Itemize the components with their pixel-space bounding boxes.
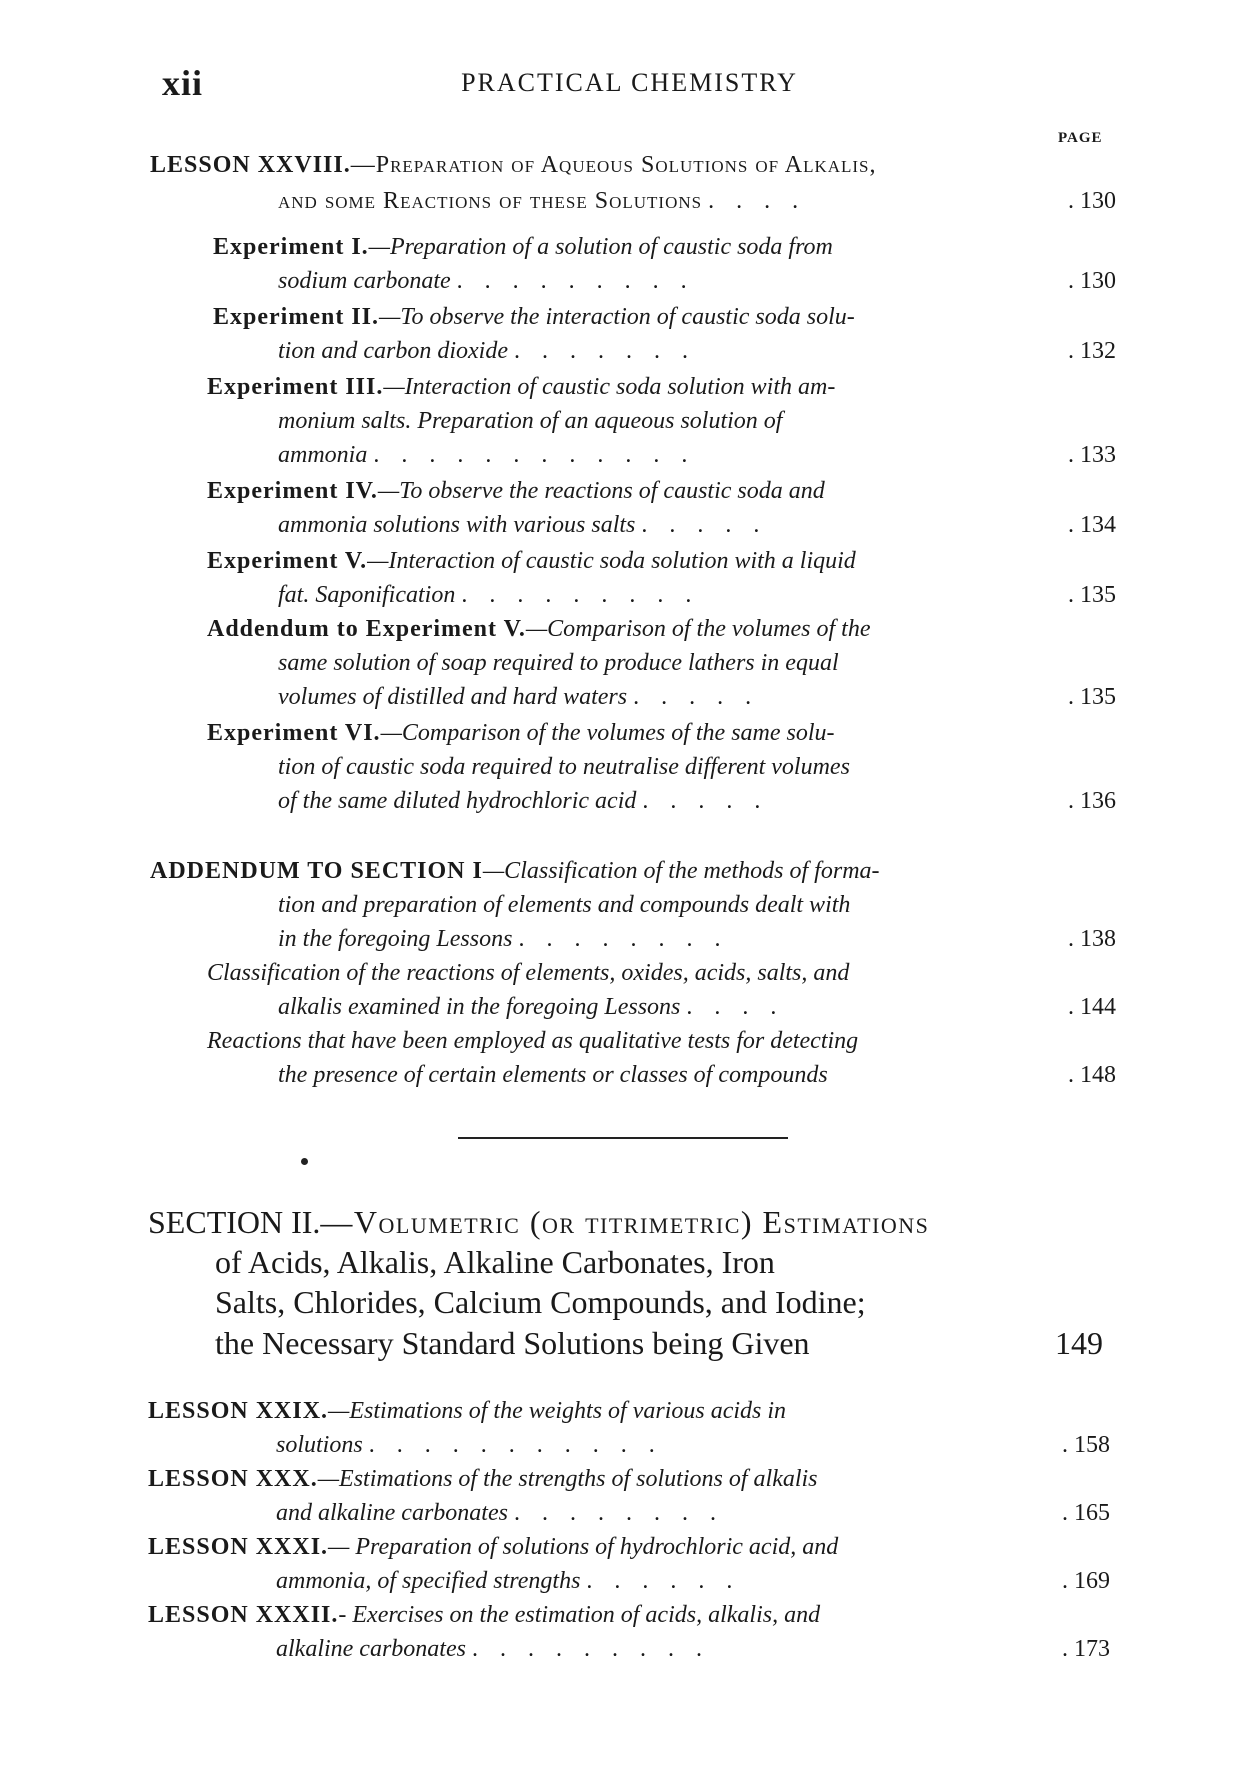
entry-title: —Interaction of caustic soda solution with a liquid [367, 548, 856, 574]
entry-lead: LESSON XXIX. [148, 1398, 329, 1424]
entry-page: . 130 [1068, 186, 1116, 216]
page-column-label: PAGE [1058, 130, 1103, 146]
running-title: PRACTICAL CHEMISTRY [461, 68, 798, 97]
entry-title-cont: volumes of distilled and hard waters [278, 684, 628, 710]
entry-lead: LESSON XXXII. [148, 1602, 339, 1628]
entry-page: . 169 [1062, 1566, 1110, 1596]
entry-title-cont: sodium carbonate [278, 268, 451, 294]
section-2-title-cont: of Acids, Alkalis, Alkaline Carbonates, Iron [215, 1244, 775, 1280]
section-2-page: 149 [1055, 1325, 1103, 1361]
entry-title-cont: in the foregoing Lessons [278, 926, 513, 952]
entry-lead: Experiment IV. [207, 478, 378, 504]
entry-lead: Addendum to Experiment V. [207, 616, 526, 642]
entry-lead: Experiment II. [213, 304, 379, 330]
entry-title-cont: ammonia solutions with various salts [278, 512, 636, 538]
entry-title-cont: tion and preparation of elements and compounds dealt with [278, 892, 851, 918]
entry-title: —Estimations of the weights of various acids in [328, 1398, 787, 1424]
stray-dot [301, 1158, 308, 1165]
entry-lead: Experiment III. [207, 374, 384, 400]
entry-title-cont: tion and carbon dioxide [278, 338, 508, 364]
entry-title: Reactions that have been employed as qualitative tests for detecting [207, 1028, 859, 1054]
entry-title-cont: the presence of certain elements or classes of compounds [278, 1062, 828, 1088]
entry-title-cont: ammonia [278, 442, 368, 468]
entry-lead: Experiment V. [207, 548, 368, 574]
entry-page: . 135 [1068, 682, 1116, 712]
entry-title: —Comparison of the volumes of the same solu- [380, 720, 835, 746]
page-number: xii [162, 63, 204, 103]
entry-page: . 144 [1068, 992, 1116, 1022]
section-2-lead: SECTION II. [148, 1204, 321, 1240]
entry-title-cont: same solution of soap required to produce lathers in equal [278, 650, 839, 676]
entry-title-cont: solutions [276, 1432, 363, 1458]
entry-page: . 133 [1068, 440, 1116, 470]
entry-title-cont: ammonia, of specified strengths [276, 1568, 581, 1594]
entry-title-cont: alkaline carbonates [276, 1636, 466, 1662]
section-2-title-cont: the Necessary Standard Solutions being Given [215, 1325, 810, 1361]
entry-lead: Experiment VI. [207, 720, 381, 746]
section-2-heading [148, 1202, 929, 1242]
entry-title-cont: monium salts. Preparation of an aqueous solution of [278, 408, 783, 434]
toc-page: xii PRACTICAL CHEMISTRY PAGE LESSON XXVIII.—Preparation of Aqueous Solutions of Alkalis, and some Reactions of these Solutions .... . 130 Experiment I.—Preparation of a solution of caustic soda from sodium carbonate ......... . 130 Experiment II.—To observe the interaction of caustic soda solu- tion and carbon dioxide ....... . 132 Experiment III.—Interaction of caustic soda solution with am- monium salts. Preparation of an aqueous solution of ammonia ............ . 133 Experiment IV.—To observe the reactions of caustic soda and ammonia solutions with various salts ..... . 134 Experiment V.—Interaction of caustic soda solution with a liquid fat. Saponification ......... . 135 Addendum to Experiment V.—Comparison of the volumes of the same solution of soap required to produce lathers in equal volumes of distilled and hard waters ..... . 135 Experiment VI.—Comparison of the volumes of the same solu- tion of caustic soda required to neutralise different volumes of the same diluted hydrochloric acid ..... . 136 ADDENDUM TO SECTION I—Classification of the methods of forma- tion and preparation of elements and compounds dealt with in the foregoing Lessons ........ . 138 Classification of the reactions of elements, oxides, acids, salts, and alkalis examined in the foregoing Lessons .... . 144 Reactions that have been employed as qualitative tests for detecting the presence of certain elements or classes of compounds . 148 SECTION II.—Volumetric (or titrimetric) Estimations of Acids, Alkalis, Alkaline Carbonates, Iron Salts, Chlorides, Calcium Compounds, and Iodine; the Necessary Standard Solutions being Given 149 LESSON XXIX.—Estimations of the weights of various acids in solutions ........... . 158 LESSON XXX.—Estimations of the strengths of solutions of alkalis and alkaline carbonates ........ . 165 LESSON XXXI.— Preparation of solutions of hydrochloric acid, and ammonia, of specified strengths ...... . 169 LESSON XXXII.- Exercises on the estimation of acids, alkalis, and alkaline carbonates ......... . 173 [0, 0, 1259, 1786]
entry-lead: Experiment I. [213, 234, 369, 260]
entry-title: —Estimations of the strengths of solutions of alkalis [317, 1466, 818, 1492]
entry-title: —Classification of the methods of forma- [482, 858, 880, 884]
section-divider [458, 1137, 788, 1139]
entry-lead: ADDENDUM TO SECTION I [150, 858, 483, 884]
entry-lead: LESSON XXX. [148, 1466, 318, 1492]
entry-page: . 130 [1068, 266, 1116, 296]
entry-title-cont: of the same diluted hydrochloric acid [278, 788, 637, 814]
entry-lead: LESSON XXVIII. [150, 152, 351, 178]
entry-page: . 134 [1068, 510, 1116, 540]
entry-title-cont: alkalis examined in the foregoing Lessons [278, 994, 681, 1020]
entry-title: —Comparison of the volumes of the [525, 616, 871, 642]
entry-title: —Interaction of caustic soda solution with am- [383, 374, 836, 400]
entry-title: — Preparation of solutions of hydrochloric acid, and [328, 1534, 839, 1560]
entry-lead: LESSON XXXI. [148, 1534, 329, 1560]
entry-page: . 138 [1068, 924, 1116, 954]
entry-page: . 173 [1062, 1634, 1110, 1664]
entry-title: Classification of the reactions of elements, oxides, acids, salts, and [207, 960, 850, 986]
section-2-title-cont: Salts, Chlorides, Calcium Compounds, and Iodine; [215, 1284, 866, 1320]
entry-page: . 165 [1062, 1498, 1110, 1528]
entry-title-cont: and some Reactions of these Solutions [278, 188, 703, 214]
entry-title: —Preparation of Aqueous Solutions of Alkalis, [350, 152, 877, 178]
entry-title-cont: fat. Saponification [278, 582, 456, 608]
entry-title: —To observe the interaction of caustic soda solu- [379, 304, 855, 330]
entry-title: - Exercises on the estimation of acids, alkalis, and [338, 1602, 821, 1628]
entry-page: . 158 [1062, 1430, 1110, 1460]
entry-page: . 136 [1068, 786, 1116, 816]
entry-title-cont: tion of caustic soda required to neutralise different volumes [278, 754, 850, 780]
entry-title-cont: and alkaline carbonates [276, 1500, 508, 1526]
entry-title: —To observe the reactions of caustic soda and [377, 478, 825, 504]
entry-title: —Preparation of a solution of caustic soda from [368, 234, 833, 260]
entry-page: . 135 [1068, 580, 1116, 610]
section-2-title: —Volumetric (or titrimetric) Estimations [320, 1204, 930, 1240]
entry-page: . 132 [1068, 336, 1116, 366]
entry-page: . 148 [1068, 1060, 1116, 1090]
